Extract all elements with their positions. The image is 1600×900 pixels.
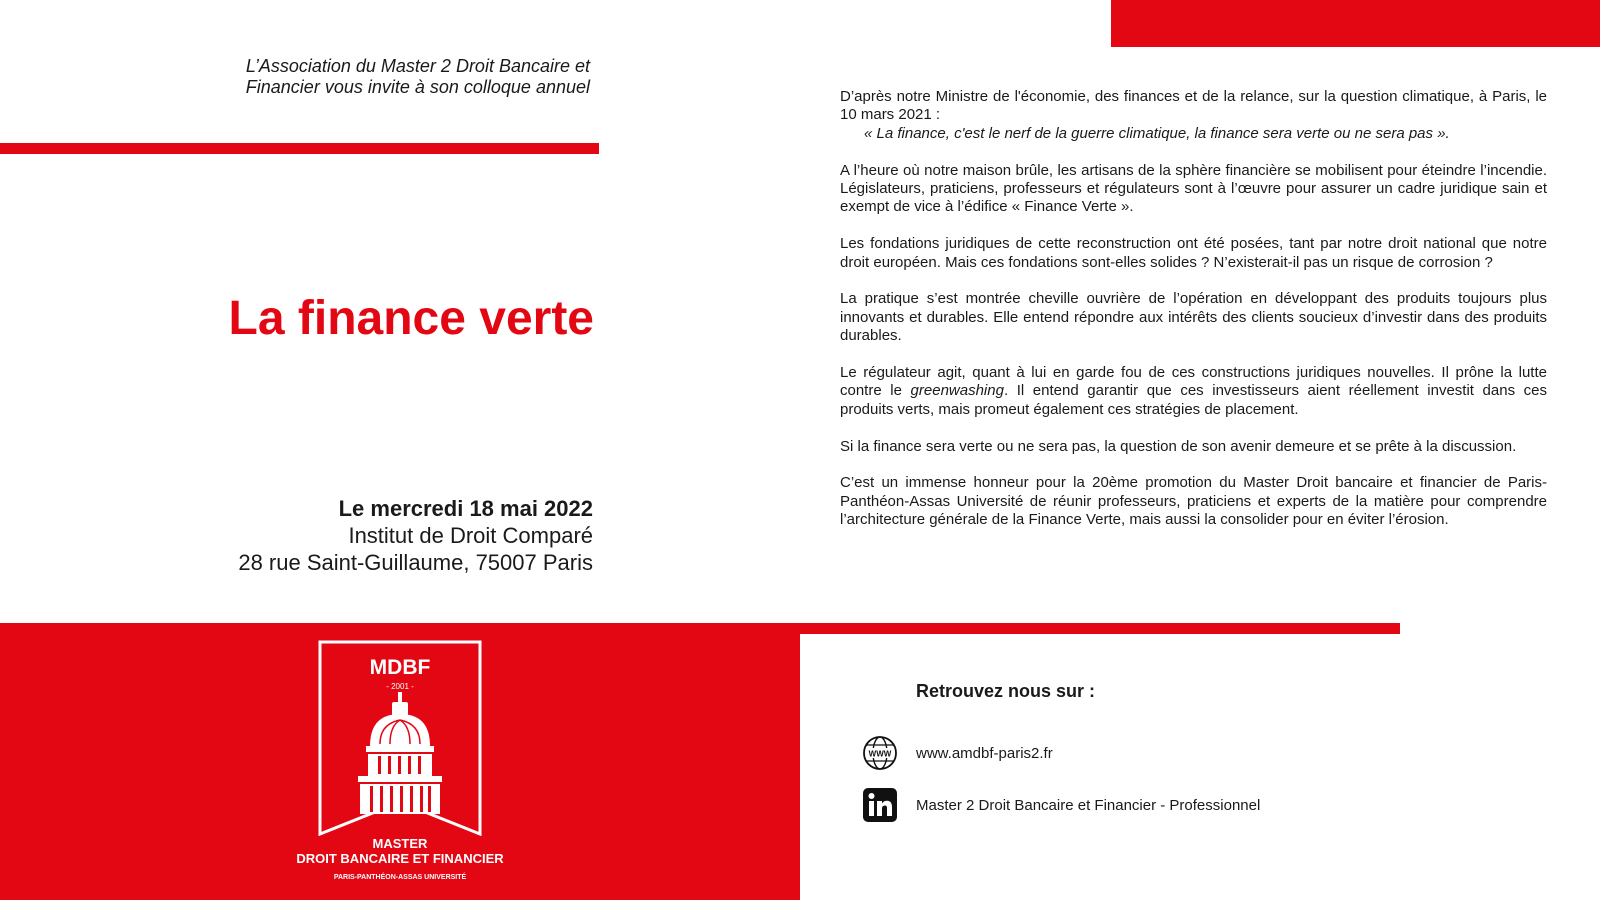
website-url[interactable]: www.amdbf-paris2.fr [916, 744, 1053, 762]
event-venue: Institut de Droit Comparé [348, 523, 593, 548]
paragraph-2: A l’heure où notre maison brûle, les artisans de la sphère financière se mobilisent pour éteindre l’incendie. Législateurs, praticiens, professeurs et régulateurs sont à l’œuvre pour assurer un cadre juridique sain et exempt de vice à l’édifice « Finance Verte ». [840, 161, 1547, 216]
spacer [840, 143, 1547, 161]
linkedin-icon [862, 787, 898, 823]
paragraph-intro-text: D’après notre Ministre de l'économie, des finances et de la relance, sur la question climatique, à Paris, le 10 mars 2021 : [840, 88, 1547, 124]
svg-text:WWW: WWW [868, 749, 892, 759]
paragraph-5-part-a: Le régulateur agit, quant à lui en garde fou de ces constructions juridiques nouvelles. Il prône la lutte contre le [840, 364, 1547, 400]
mdbf-logo [282, 638, 518, 890]
paragraph-5 [840, 364, 1547, 419]
event-details [150, 495, 593, 576]
logo-university: PARIS-PANTHÉON-ASSAS UNIVERSITÉ [333, 874, 467, 881]
social-heading: Retrouvez nous sur : [916, 681, 1096, 701]
bottom-red-divider [800, 623, 1400, 634]
event-address: 28 rue Saint-Guillaume, 75007 Paris [238, 550, 593, 575]
logo-program-name: DROIT BANCAIRE ET FINANCIER [296, 851, 504, 866]
greenwashing-term: greenwashing [910, 382, 1004, 400]
invitation-intro [150, 56, 590, 98]
logo-master-label: MASTER [372, 836, 428, 851]
paragraph-3: Les fondations juridiques de cette reconstruction ont été posées, tant par notre droit national que notre droit européen. Mais ces fondations sont-elles solides ? N’existerait-il pas un risque de corrosion ? [840, 235, 1547, 271]
paragraph-4: La pratique s’est montrée cheville ouvrière de l’opération en développant des produits toujours plus innovants et durables. Elle entend répondre aux intérêts des clients soucieux d’investir dans des produits durables. [840, 290, 1547, 345]
logo-year: - 2001 - [386, 682, 414, 691]
paragraph-intro [840, 88, 1547, 143]
description-text [840, 88, 1547, 548]
minister-quote: « La finance, c'est le nerf de la guerre climatique, la finance sera verte ou ne sera pas ». [864, 124, 1450, 142]
linkedin-link[interactable] [862, 787, 1260, 823]
linkedin-page-name[interactable]: Master 2 Droit Bancaire et Financier - Professionnel [916, 796, 1261, 814]
event-title: La finance verte [228, 292, 594, 345]
website-link[interactable] [862, 735, 1053, 771]
globe-www-icon [862, 735, 898, 771]
intro-line-1: L’Association du Master 2 Droit Bancaire et [245, 56, 590, 76]
paragraph-7: C’est un immense honneur pour la 20ème promotion du Master Droit bancaire et financier de Paris-Panthéon-Assas Université de réunir professeurs, praticiens et experts de la matière pour comprendre l’architecture générale de la Finance Verte, mais aussi la consolider pour en éviter l’érosion. [840, 474, 1547, 529]
event-date: Le mercredi 18 mai 2022 [338, 496, 593, 521]
top-right-red-bar [1111, 0, 1600, 47]
logo-acronym: MDBF [369, 656, 431, 679]
left-red-divider [0, 143, 599, 154]
paragraph-5-part-b: . Il entend garantir que ces investisseurs aient réellement investit dans ces produits verts, mais promeut également ces stratégies de placement. [840, 382, 1547, 418]
paragraph-6: Si la finance sera verte ou ne sera pas, la question de son avenir demeure et se prête à la discussion. [840, 437, 1517, 455]
intro-line-2: Financier vous invite à son colloque annuel [245, 77, 590, 97]
